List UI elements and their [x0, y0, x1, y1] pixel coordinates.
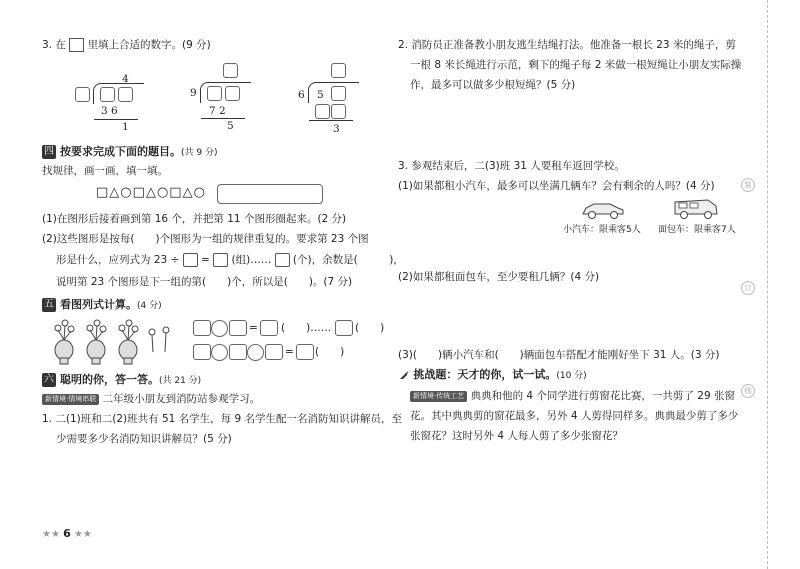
answer-box[interactable]	[193, 344, 211, 360]
answer-box[interactable]	[75, 87, 90, 102]
pattern-continue-field[interactable]	[217, 184, 323, 204]
answer-box[interactable]	[229, 320, 247, 336]
circle-icon: ○	[193, 185, 206, 200]
right-q3-line2: (1)如果都租小汽车，最多可以坐满几辆车？会有剩余的人吗？(4 分)	[398, 180, 715, 192]
triangle-icon: △	[145, 185, 157, 200]
binding-hole: 装	[741, 178, 755, 192]
circle-box[interactable]	[247, 344, 264, 361]
answer-box[interactable]	[193, 320, 211, 336]
loose-flower-icon	[149, 327, 169, 352]
answer-box[interactable]	[335, 320, 353, 336]
challenge-line2: 花。其中典典剪的窗花最多，另外 4 人剪得同样多。典典最少剪了多少	[410, 410, 739, 422]
pattern-q2-line2: 形是什么，应列式为 23 ÷ = (组)…… (个)，余数是( )，	[56, 254, 404, 266]
square-icon: □	[96, 185, 110, 200]
section-6-header: 六 聪明的你，答一答。(共 21 分)	[44, 373, 202, 386]
flower-vases-illustration	[52, 318, 182, 366]
section-number-icon: 六	[44, 374, 54, 385]
car-icon	[580, 198, 626, 220]
right-q2-line2: 一根 8 米长绳进行示范，剩下的绳子每 2 米做一根短绳让小朋友实际操	[410, 59, 742, 71]
van-icon	[672, 196, 720, 220]
car-capacity-label: 小汽车：限乘客5人	[563, 225, 641, 235]
pattern-instruction: 找规律，画一画，填一填。	[42, 165, 168, 177]
answer-box[interactable]	[275, 253, 290, 267]
answer-box[interactable]	[315, 104, 330, 119]
long-division-3: 6 5 3	[295, 62, 375, 137]
pattern-q1: (1)在图形后接着画到第 16 个，并把第 11 个图形圈起来。(2 分)	[42, 213, 347, 225]
binding-hole: 线	[741, 384, 755, 398]
answer-box[interactable]	[118, 87, 133, 102]
triangle-icon: △	[109, 185, 121, 200]
van-capacity-label: 面包车：限乘客7人	[658, 225, 736, 235]
right-q2-line3: 作，最多可以做多少根短绳？(5 分)	[410, 79, 576, 91]
circle-box[interactable]	[211, 344, 228, 361]
long-division-2: 9 7 2 5	[185, 62, 265, 137]
star-icon: ★★	[73, 529, 92, 540]
vase-icon	[87, 320, 106, 364]
answer-box[interactable]	[100, 87, 115, 102]
section-number-icon: 四	[44, 146, 54, 157]
context-line: 新情境·情境串联 二年级小朋友到消防站参观学习。	[42, 392, 260, 406]
vase-icon	[55, 320, 74, 364]
answer-box[interactable]	[265, 344, 283, 360]
section-number-icon: 五	[44, 299, 54, 310]
right-q3-sub2: (2)如果都租面包车，至少要租几辆？(4 分)	[398, 271, 600, 283]
section-4-header: 四 按要求完成下面的题目。(共 9 分)	[44, 145, 218, 158]
right-q3-sub3: (3)( )辆小汽车和( )辆面包车搭配才能刚好坐下 31 人。(3 分)	[398, 349, 720, 361]
pattern-q2-line1: (2)这些图形是按每( )个图形为一组的规律重复的。要求第 23 个图	[42, 233, 369, 245]
answer-box[interactable]	[331, 86, 346, 101]
long-division-1: 4 3 6 1	[68, 68, 148, 138]
new-context-badge: 新情境·情境串联	[42, 394, 99, 405]
q3-header: 3. 在 里填上合适的数字。(9 分)	[42, 39, 211, 51]
answer-box-icon	[69, 38, 84, 52]
answer-box[interactable]	[260, 320, 278, 336]
answer-box[interactable]	[225, 86, 240, 101]
star-icon: ★★	[42, 529, 60, 540]
challenge-line3: 张窗花？这时另外 4 人每人剪了多少张窗花？	[410, 430, 623, 442]
challenge-line1: 新情境·传统工艺 典典和他的 4 个同学进行剪窗花比赛，一共剪了 29 张窗	[410, 389, 735, 403]
answer-box[interactable]	[213, 253, 228, 267]
square-icon: □	[132, 185, 146, 200]
triangle-icon: △	[182, 185, 194, 200]
binding-line	[767, 0, 768, 569]
page-number: 6	[63, 527, 71, 540]
section-5-header: 五 看图列式计算。(4 分)	[44, 298, 162, 311]
sec6-q1-line2: 少需要多少名消防知识讲解员？(5 分)	[56, 433, 232, 445]
new-context-badge: 新情境·传统工艺	[410, 391, 467, 402]
answer-box[interactable]	[183, 253, 198, 267]
shape-pattern	[96, 185, 206, 201]
answer-box[interactable]	[331, 104, 346, 119]
right-q2-line1: 2. 消防员正准备教小朋友逃生结绳打法。他准备一根长 23 米的绳子，剪	[398, 39, 736, 51]
circle-icon: ○	[120, 185, 133, 200]
sec6-q1-line1: 1. 二(1)班和二(2)班共有 51 名学生，每 9 名学生配一名消防知识讲解员，至	[42, 413, 402, 425]
square-icon: □	[169, 185, 183, 200]
right-q3-line1: 3. 参观结束后，二(3)班 31 人要租车返回学校。	[398, 160, 625, 172]
pattern-q2-line3: 说明第 23 个图形是下一组的第( )个，所以是( )。(7 分)	[56, 276, 353, 288]
rocket-icon	[398, 369, 410, 381]
answer-box[interactable]	[223, 63, 238, 78]
answer-box[interactable]	[207, 86, 222, 101]
challenge-header: 挑战题：天才的你，试一试。(10 分)	[398, 368, 587, 383]
circle-icon: ○	[156, 185, 170, 200]
binding-hole: 订	[741, 281, 755, 295]
q3-number: 3.	[42, 39, 53, 51]
circle-box[interactable]	[211, 320, 228, 337]
answer-box[interactable]	[331, 63, 346, 78]
vase-icon	[119, 320, 138, 364]
answer-box[interactable]	[296, 344, 314, 360]
answer-box[interactable]	[229, 344, 247, 360]
page-footer	[42, 527, 92, 540]
